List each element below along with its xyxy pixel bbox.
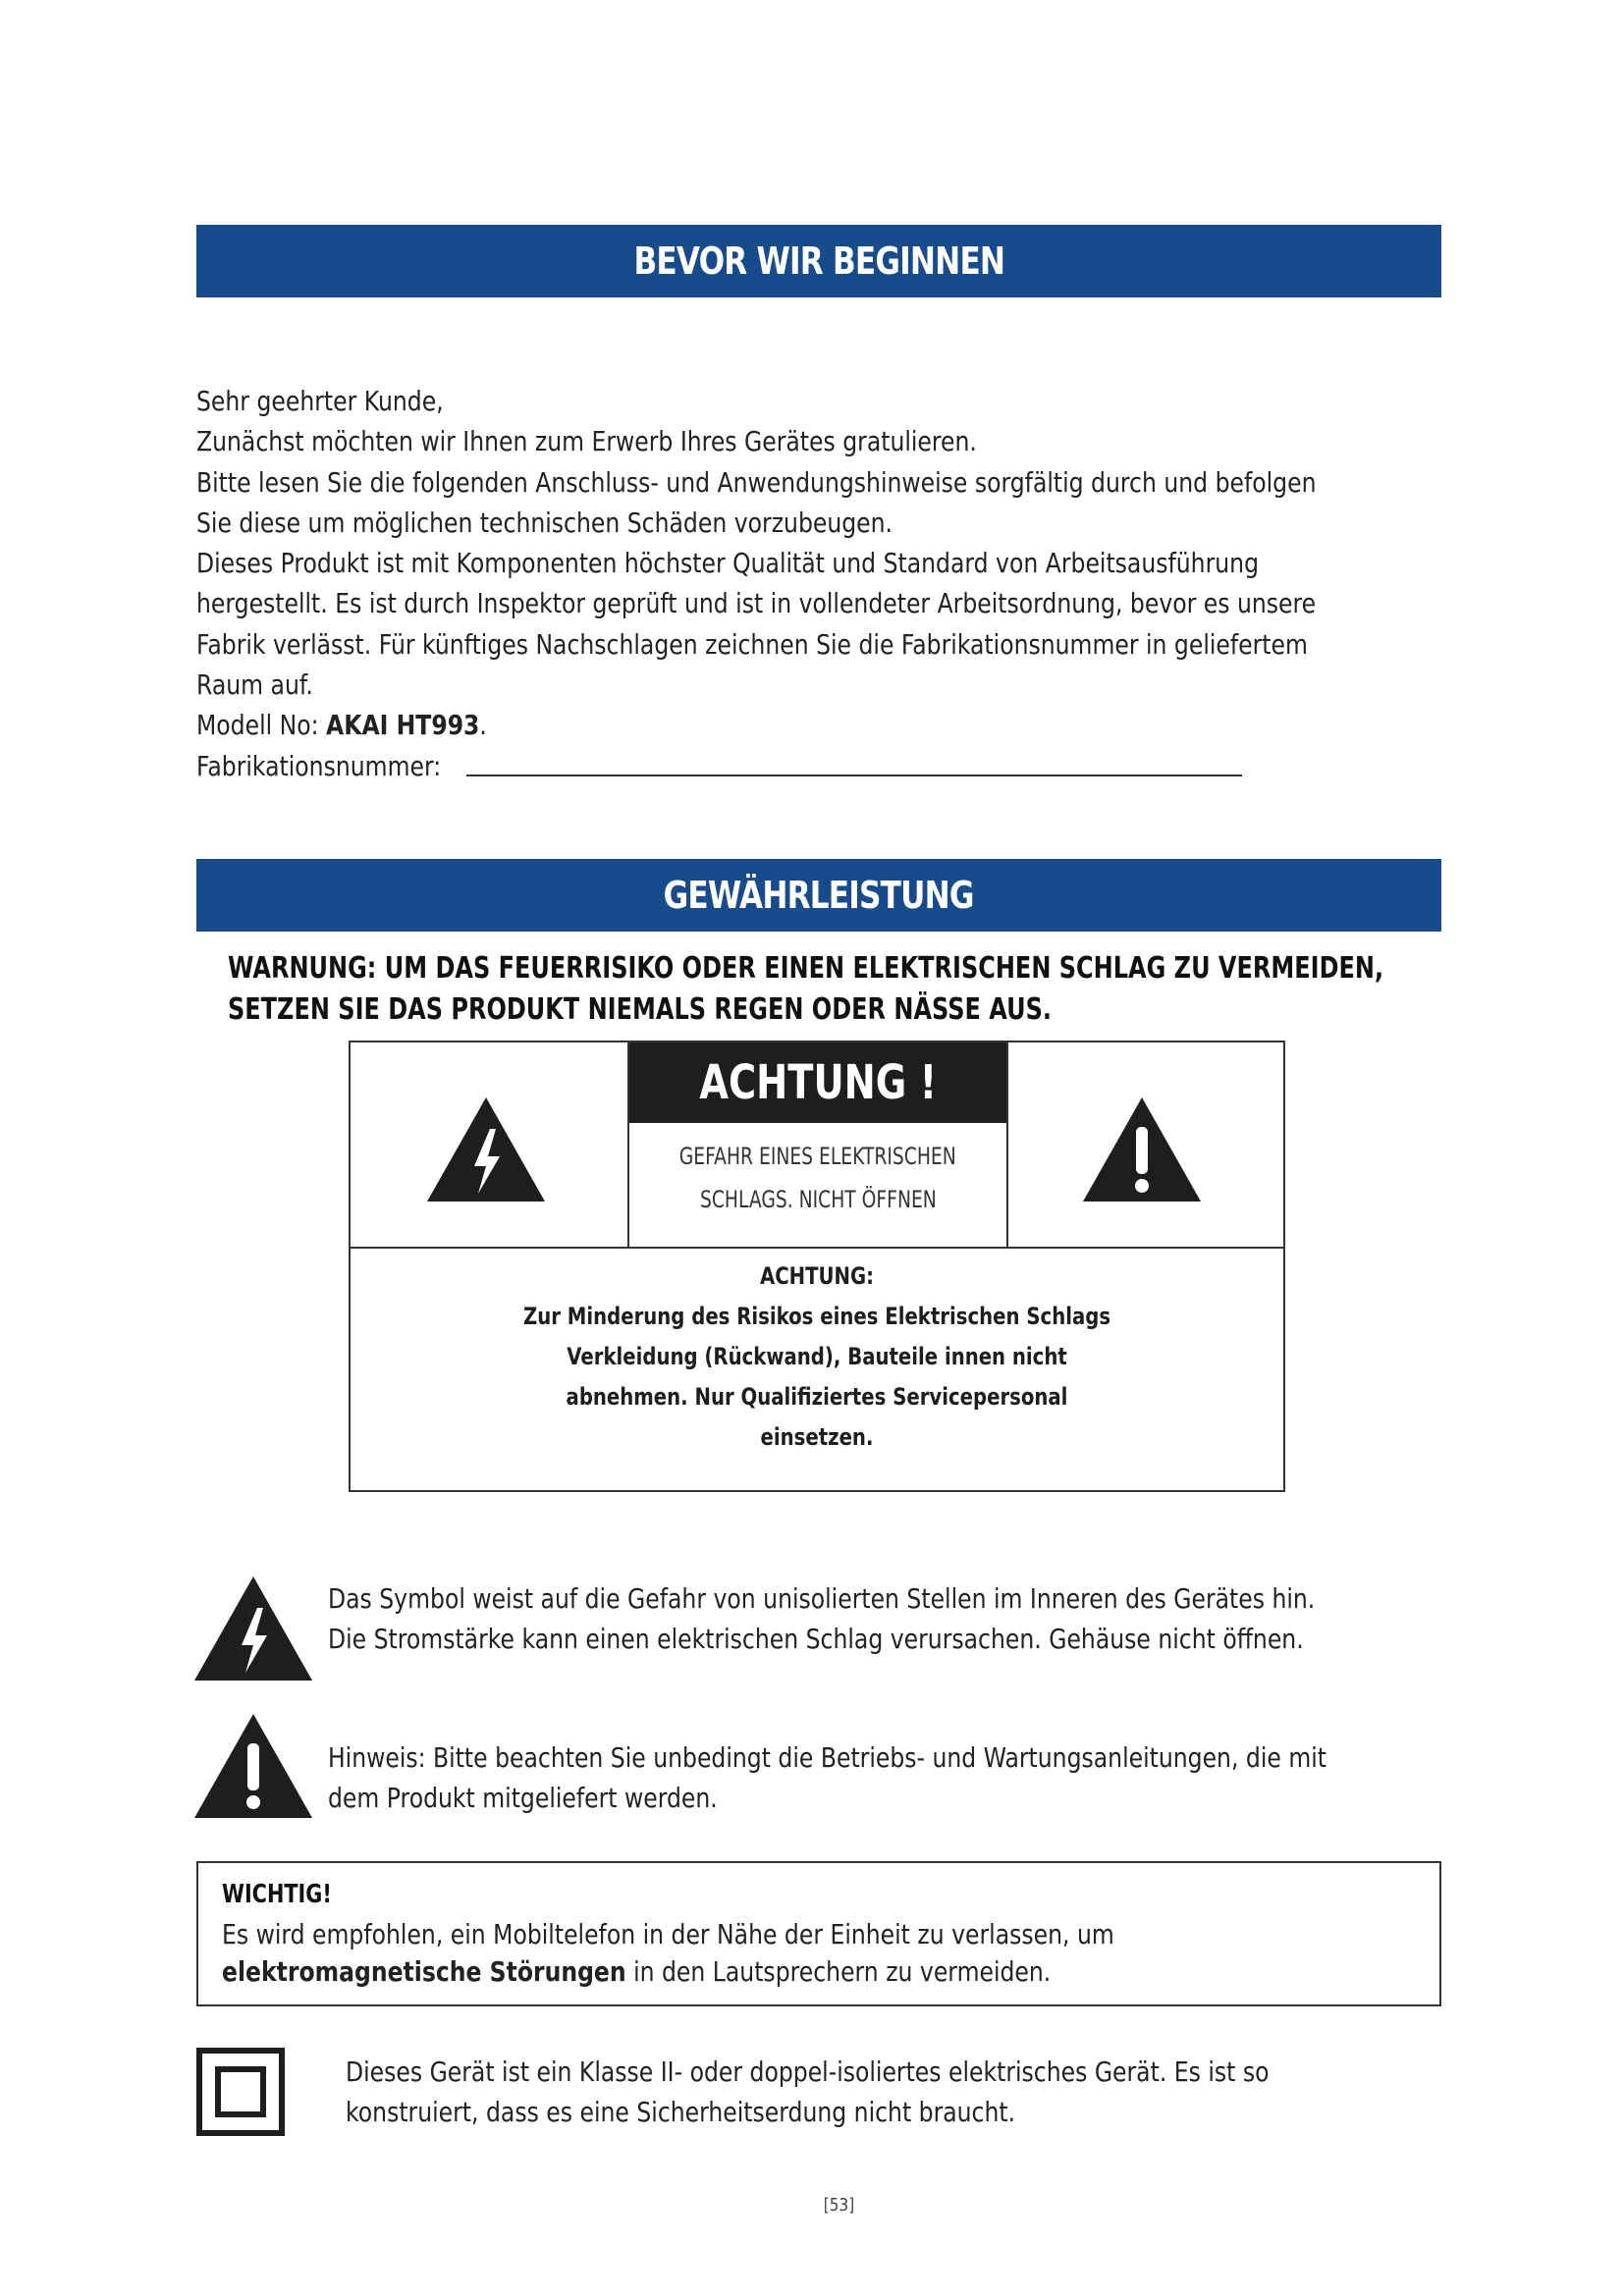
lightning-symbol-text: Das Symbol weist auf die Gefahr von unisolierten Stellen im Inneren des Gerätes hin. Die Stromstärke kann einen elektrischen Schlag verursachen. Gehäuse nicht öffnen.: [328, 1582, 1316, 1655]
model-suffix: .: [479, 709, 487, 742]
lightning-warning-icon: [192, 1575, 314, 1682]
intro-line: Sehr geehrter Kunde,: [196, 385, 444, 417]
intro-line: hergestellt. Es ist durch Inspektor geprüft und ist in vollendeter Arbeitsordnung, bevor es unsere: [196, 587, 1317, 620]
caution-label-panel: [627, 1042, 1008, 1247]
important-notice: [196, 1861, 1441, 2006]
section-banner-before: [196, 225, 1441, 297]
intro-line: Fabrik verlässt. Für künftiges Nachschlagen zeichnen Sie die Fabrikationsnummer in geliefertem: [196, 627, 1308, 661]
section-title-warranty: GEWÄHRLEISTUNG: [664, 874, 974, 917]
intro-line: Bitte lesen Sie die folgenden Anschluss- und Anwendungshinweise sorgfältig durch und befolgen: [196, 465, 1317, 499]
serial-number-line: [466, 774, 1242, 776]
caution-text-line: Verkleidung (Rückwand), Bauteile innen nicht: [567, 1343, 1067, 1370]
intro-line: Zunächst möchten wir Ihnen zum Erwerb Ihres Gerätes gratulieren.: [196, 425, 977, 458]
intro-line: Dieses Produkt ist mit Komponenten höchster Qualität und Standard von Arbeitsausführung: [196, 547, 1260, 580]
model-value: AKAI HT993: [326, 709, 480, 742]
caution-heading: ACHTUNG !: [629, 1042, 1006, 1123]
warning-text: [228, 948, 1406, 1031]
important-text: Es wird empfohlen, ein Mobiltelefon in der Nähe der Einheit zu verlassen, um elektromagnetische Störungen in den Lautsprechern zu vermeiden.: [222, 1918, 1114, 1988]
caution-text: [351, 1256, 1283, 1458]
lightning-warning-icon: [425, 1095, 547, 1203]
serial-label: Fabrikationsnummer:: [196, 749, 442, 782]
important-title: WICHTIG!: [222, 1880, 332, 1909]
section-banner-warranty: [196, 859, 1441, 932]
intro-line: Raum auf.: [196, 668, 313, 702]
caution-subtext: [629, 1135, 1006, 1221]
caution-top-row: [351, 1042, 1283, 1249]
exclamation-warning-icon: [1081, 1095, 1203, 1203]
intro-text: [196, 381, 1434, 786]
caution-text-line: ACHTUNG:: [759, 1262, 875, 1290]
section-title-before: BEVOR WIR BEGINNEN: [633, 240, 1004, 283]
caution-text-line: abnehmen. Nur Qualifiziertes Servicepersonal: [566, 1383, 1068, 1411]
exclamation-symbol-text: Hinweis: Bitte beachten Sie unbedingt die Betriebs- und Wartungsanleitungen, die mit dem Produkt mitgeliefert werden.: [328, 1741, 1327, 1814]
intro-line: Sie diese um möglichen technischen Schäden vorzubeugen.: [196, 506, 893, 539]
double-insulation-icon: [196, 2048, 285, 2136]
caution-sub-line: SCHLAGS. NICHT ÖFFNEN: [699, 1186, 937, 1213]
warning-line: WARNUNG: UM DAS FEUERRISIKO ODER EINEN ELEKTRISCHEN SCHLAG ZU VERMEIDEN,: [228, 951, 1384, 986]
caution-sub-line: GEFAHR EINES ELEKTRISCHEN: [679, 1143, 956, 1170]
class2-text: Dieses Gerät ist ein Klasse II- oder doppel-isoliertes elektrisches Gerät. Es ist so konstruiert, dass es eine Sicherheitserdung nicht braucht.: [346, 2056, 1270, 2128]
caution-text-line: einsetzen.: [760, 1423, 874, 1451]
exclamation-warning-icon: [192, 1712, 314, 1820]
caution-box: [349, 1041, 1285, 1492]
model-line: [196, 705, 1235, 745]
warning-line: SETZEN SIE DAS PRODUKT NIEMALS REGEN ODER NÄSSE AUS.: [228, 992, 1052, 1027]
important-bold: elektromagnetische Störungen: [222, 1955, 626, 1988]
page-number: [53]: [823, 2195, 854, 2216]
model-label: Modell No:: [196, 709, 327, 742]
caution-text-line: Zur Minderung des Risikos eines Elektrischen Schlags: [522, 1303, 1111, 1330]
